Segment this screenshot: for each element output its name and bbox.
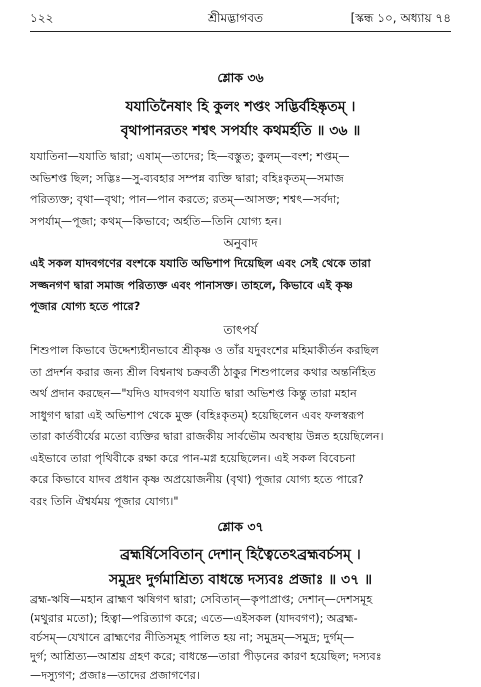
header-rule (30, 31, 451, 32)
synonyms-line: অভিশপ্ত ছিল; সদ্ভিঃ—সু-ব্যবহার সম্পন্ন ব্যক্তি দ্বারা; বহিঃকৃতম্—সমাজ (30, 171, 344, 185)
canto-chapter: [স্কন্ধ ১০, অধ্যায় ৭৪ (350, 11, 451, 25)
purport-line: অর্থ প্রদান করছেন—"যদিও যাদবগণ যযাতি দ্বারা অভিশপ্ত কিন্তু তারা মহান (30, 387, 357, 400)
synonyms-line: দুর্গ; আশ্রিত্য—আশ্রয় গ্রহণ করে; বাধন্তে—তারা পীড়নের কারণ হয়েছিল; দস্যবঃ (30, 650, 382, 663)
purport-line: শিশুপাল কিভাবে উদ্দেশ্যহীনভাবে শ্রীকৃষ্ণ ও তাঁর যদুবংশের মহিমাকীর্তন করছিল (30, 344, 379, 357)
translation-line: পূজার যোগ্য হতে পারে? (30, 300, 141, 313)
verse-36-translation (30, 253, 454, 318)
synonyms-line: (মথুরার মতো); হিত্বা—পরিত্যাগ করে; এতে—এইসকল (যাদবগণ); অব্রহ্ম- (30, 612, 358, 625)
verse-36-purport (30, 340, 454, 512)
synonyms-line: ব্রহ্ম-ঋষি—মহান ব্রাহ্মণ ঋষিগণ দ্বারা; সেবিতান্—কৃপাপ্রাপ্ত; দেশান্—দেশসমূহ (30, 593, 373, 606)
synonyms-line: —দস্যুগণ; প্রজাঃ—তাদের প্রজাগণের। (30, 669, 200, 682)
page-header (30, 10, 451, 28)
translation-line: সজ্জনগণ দ্বারা সমাজ পরিত্যক্ত এবং পানাসক্ত। তাহলে, কিভাবে এই কৃষ্ণ (30, 278, 353, 292)
verse-36-line-1: যযাতিনৈষাং হি কুলং শপ্তং সদ্ভির্বহিষ্কৃতম্ । (125, 99, 356, 115)
verse-37-label: শ্লোক ৩৭ (217, 519, 264, 534)
purport-line: সাধুগণ দ্বারা এই অভিশাপ থেকে মুক্ত (বহিঃকৃতম্) হয়েছিলেন এবং ফলস্বরূপ (30, 408, 364, 422)
verse-36-label: শ্লোক ৩৬ (217, 70, 264, 85)
synonyms-line: সপর্যাম্—পূজা; কথম্—কিভাবে; অর্হতি—তিনি যোগ্য হন। (30, 214, 282, 228)
translation-line: এই সকল যাদবগণের বংশকে যযাতি অভিশাপ দিয়েছিল এবং সেই থেকে তারা (30, 257, 371, 270)
purport-line: তারা কার্তবীর্যের মতো ব্যক্তির দ্বারা রাজকীয় সার্বভৌম অবস্থায় উন্নত হয়েছিলেন। (30, 430, 384, 443)
purport-line: করে কিভাবে যাদব প্রধান কৃষ্ণ অপ্রয়োজনীয় (বৃথা) পূজার যোগ্য হতে পারে? (30, 473, 364, 486)
verse-37-synonyms (30, 590, 454, 685)
purport-line: বরং তিনি ঐশ্বর্যময় পূজার যোগ্য।" (30, 494, 179, 508)
synonyms-line: বর্চসম্—যেখানে ব্রাহ্মণের নীতিসমূহ পালিত হয় না; সমুদ্রম্—সমুদ্র; দুর্গম্— (30, 631, 355, 644)
verse-37-line-1: ব্রহ্মর্ষিসেবিতান্ দেশান্ হিত্বৈতেঽব্রহ্মবর্চসম্ । (120, 547, 361, 563)
synonyms-line: পরিত্যক্ত; বৃথা—বৃথা; পান—পান করতে; রতম্—আসক্ত; শশ্বৎ—সর্বদা; (30, 193, 340, 206)
page-number: ১২২ (30, 11, 54, 25)
book-title: শ্রীমদ্ভাগবত (208, 11, 264, 25)
verse-37-line-2: সমুদ্রং দুর্গমাশ্রিত্য বাধন্তে দস্যবঃ প্রজাঃ ॥ ৩৭ ॥ (108, 572, 372, 588)
translation-label: অনুবাদ (223, 236, 258, 250)
synonyms-line: যযাতিনা—যযাতি দ্বারা; এষাম্—তাদের; হি—বস্তুত; কুলম্—বংশ; শপ্তম্— (30, 150, 350, 163)
purport-line: এইভাবে তারা পৃথিবীকে রক্ষা করে পান-মগ্ন হয়েছিলেন। এই সকল বিবেচনা (30, 451, 356, 465)
purport-label: তাৎপর্য (223, 323, 258, 337)
purport-line: তা প্রদর্শন করার জন্য শ্রীল বিশ্বনাথ চক্রবর্তী ঠাকুর শিশুপালের কথার অন্তর্নিহিত (30, 365, 376, 379)
verse-36-line-2: বৃথাপানরতং শশ্বৎ সপর্যাং কথমর্হতি ॥ ৩৬ ॥ (120, 123, 361, 139)
verse-36-synonyms (30, 146, 454, 232)
